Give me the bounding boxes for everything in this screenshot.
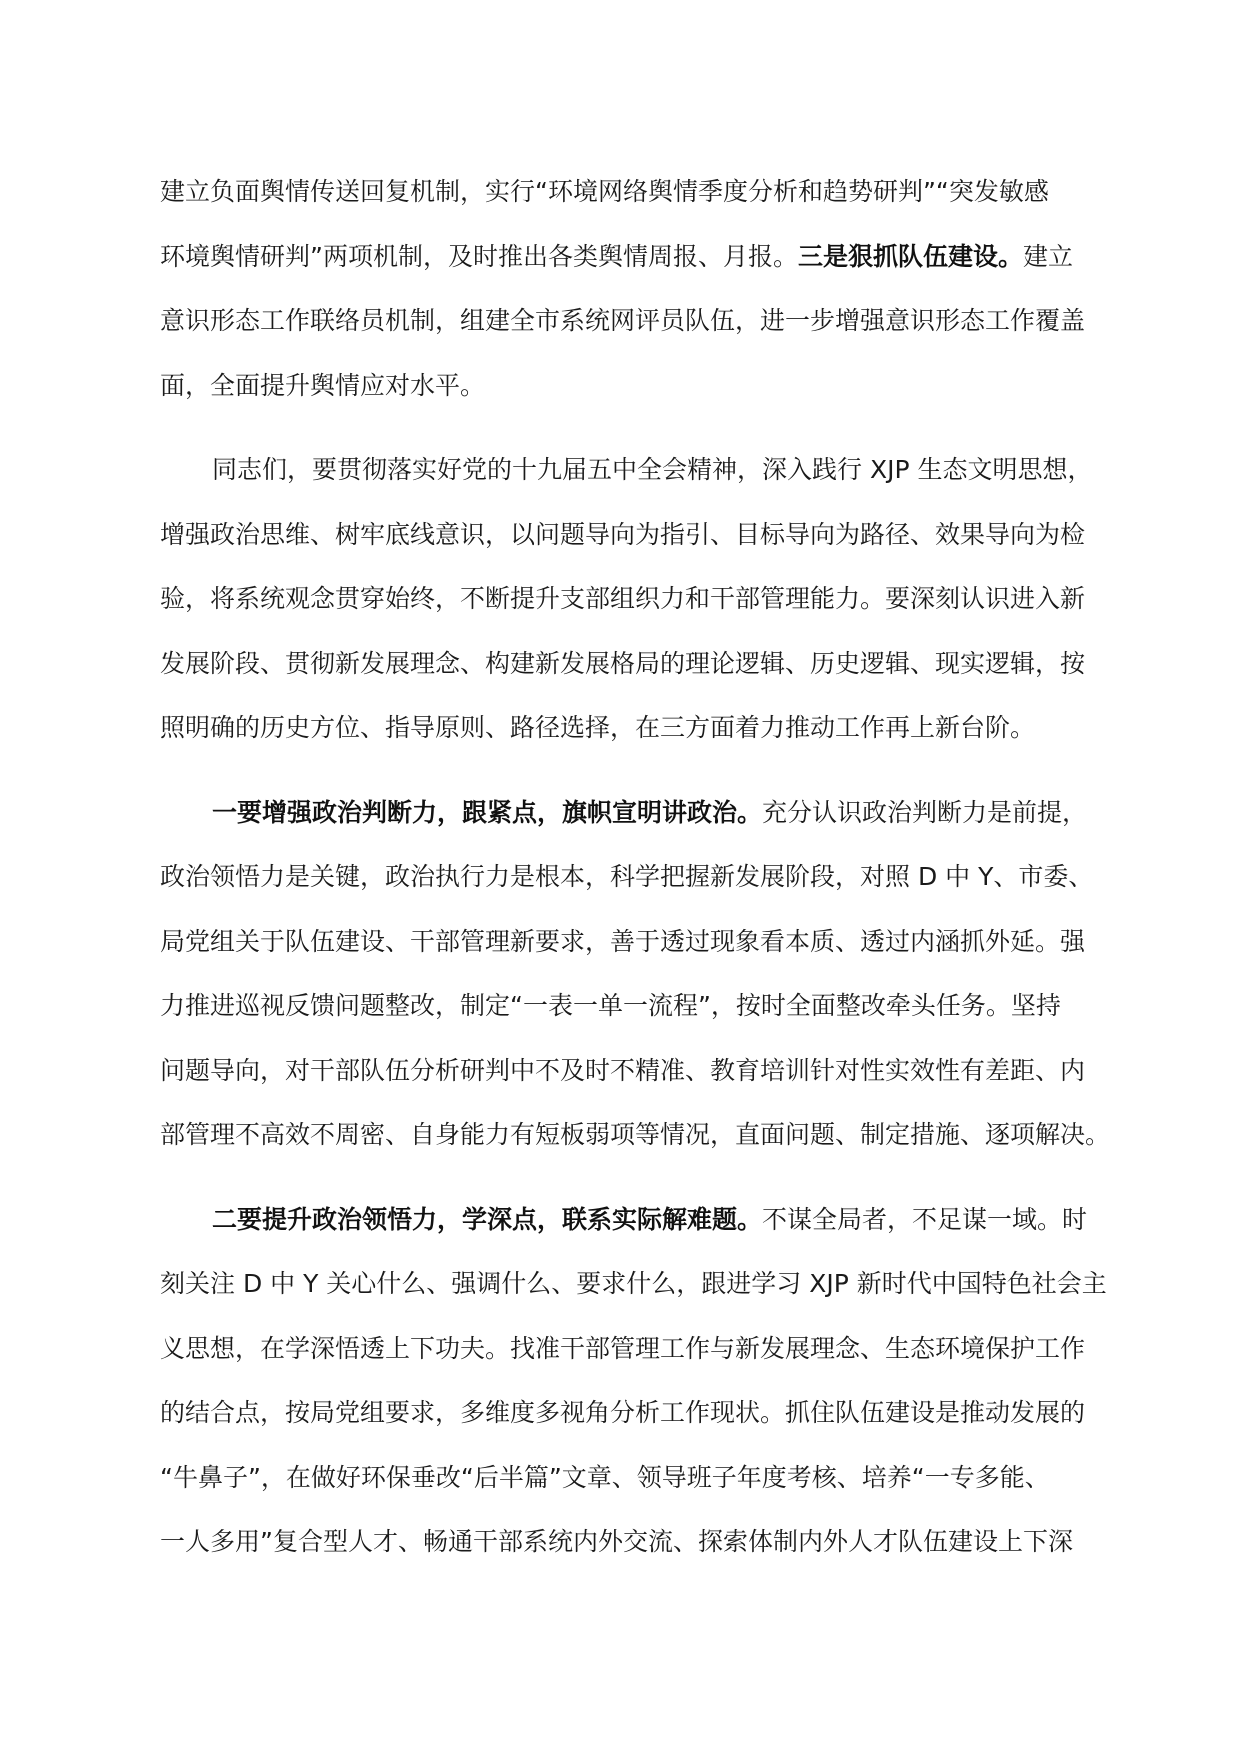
paragraph-gap xyxy=(160,761,1084,781)
bold-heading: 一要增强政治判断力，跟紧点，旗帜宣明讲政治。 xyxy=(212,797,763,827)
text-run: 的结合点，按局党组要求，多维度多视角分析工作现状。抓住队伍建设是推动发展的 xyxy=(160,1398,1086,1427)
text-line xyxy=(160,1446,1084,1511)
text-line xyxy=(160,910,1084,975)
text-line xyxy=(160,567,1084,632)
text-line xyxy=(160,160,1084,225)
text-run: 不谋全局者，不足谋一域。时 xyxy=(762,1204,1088,1234)
text-run: 建立 xyxy=(1022,241,1073,271)
paragraph-4 xyxy=(160,1188,1107,1575)
text-line xyxy=(160,845,1094,910)
text-run: 建立负面舆情传送回复机制，实行“环境网络舆情季度分析和趋势研判”“突发敏感 xyxy=(160,177,1049,206)
text-line xyxy=(160,438,1093,503)
text-run: 发展阶段、贯彻新发展理念、构建新发展格局的理论逻辑、历史逻辑、现实逻辑，按 xyxy=(160,648,1086,678)
text-line xyxy=(160,632,1084,697)
paragraph-2 xyxy=(160,438,1093,761)
text-line xyxy=(160,974,1084,1039)
text-run: 局党组关于队伍建设、干部管理新要求，善于透过现象看本质、透过内涵抓外延。强 xyxy=(160,926,1086,956)
text-line xyxy=(160,1103,1111,1168)
paragraph-1 xyxy=(160,160,1084,418)
text-line xyxy=(160,781,1088,846)
document-page xyxy=(160,160,1111,1575)
text-line xyxy=(160,1381,1084,1446)
text-run: 力推进巡视反馈问题整改，制定“一表一单一流程”，按时全面整改牵头任务。坚持 xyxy=(160,991,1061,1020)
paragraph-gap xyxy=(160,1168,1084,1188)
text-run: 义思想，在学深悟透上下功夫。找准干部管理工作与新发展理念、生态环境保护工作 xyxy=(160,1333,1086,1363)
bold-heading: 三是狠抓队伍建设。 xyxy=(797,241,1023,271)
text-line xyxy=(160,289,1084,354)
text-line xyxy=(160,1510,1084,1575)
text-line xyxy=(160,354,1084,419)
text-run: 意识形态工作联络员机制，组建全市系统网评员队伍，进一步增强意识形态工作覆盖 xyxy=(160,306,1086,335)
text-line xyxy=(160,1252,1107,1317)
text-line xyxy=(160,503,1084,568)
text-run: 刻关注 D 中 Y 关心什么、强调什么、要求什么，跟进学习 XJP 新时代中国特色社会主 xyxy=(160,1269,1107,1298)
text-run: 部管理不高效不周密、自身能力有短板弱项等情况，直面问题、制定措施、逐项解决。 xyxy=(160,1120,1111,1149)
text-run: 照明确的历史方位、指导原则、路径选择，在三方面着力推动工作再上新台阶。 xyxy=(160,713,1036,742)
text-run: 政治领悟力是关键，政治执行力是根本，科学把握新发展阶段，对照 D 中 Y、市委、 xyxy=(160,862,1094,891)
text-run: 验，将系统观念贯穿始终，不断提升支部组织力和干部管理能力。要深刻认识进入新 xyxy=(160,584,1086,613)
text-run: 同志们，要贯彻落实好党的十九届五中全会精神，深入践行 XJP 生态文明思想， xyxy=(212,455,1093,484)
paragraph-3 xyxy=(160,781,1111,1168)
text-line xyxy=(160,696,1084,761)
text-run: 充分认识政治判断力是前提， xyxy=(762,797,1088,827)
text-line xyxy=(160,1188,1088,1253)
text-run: 增强政治思维、树牢底线意识，以问题导向为指引、目标导向为路径、效果导向为检 xyxy=(160,519,1086,549)
text-run: 问题导向，对干部队伍分析研判中不及时不精准、教育培训针对性实效性有差距、内 xyxy=(160,1055,1086,1085)
text-run: “牛鼻子”，在做好环保垂改“后半篇”文章、领导班子年度考核、培养“一专多能、 xyxy=(160,1462,1050,1492)
text-line xyxy=(160,225,1084,290)
text-run: 面，全面提升舆情应对水平。 xyxy=(160,370,486,400)
text-run: 环境舆情研判”两项机制，及时推出各类舆情周报、月报。 xyxy=(160,241,798,271)
bold-heading: 二要提升政治领悟力，学深点，联系实际解难题。 xyxy=(212,1204,763,1234)
text-run: 一人多用”复合型人才、畅通干部系统内外交流、探索体制内外人才队伍建设上下深 xyxy=(160,1527,1073,1556)
text-line xyxy=(160,1039,1084,1104)
text-line xyxy=(160,1317,1084,1382)
paragraph-gap xyxy=(160,418,1084,438)
